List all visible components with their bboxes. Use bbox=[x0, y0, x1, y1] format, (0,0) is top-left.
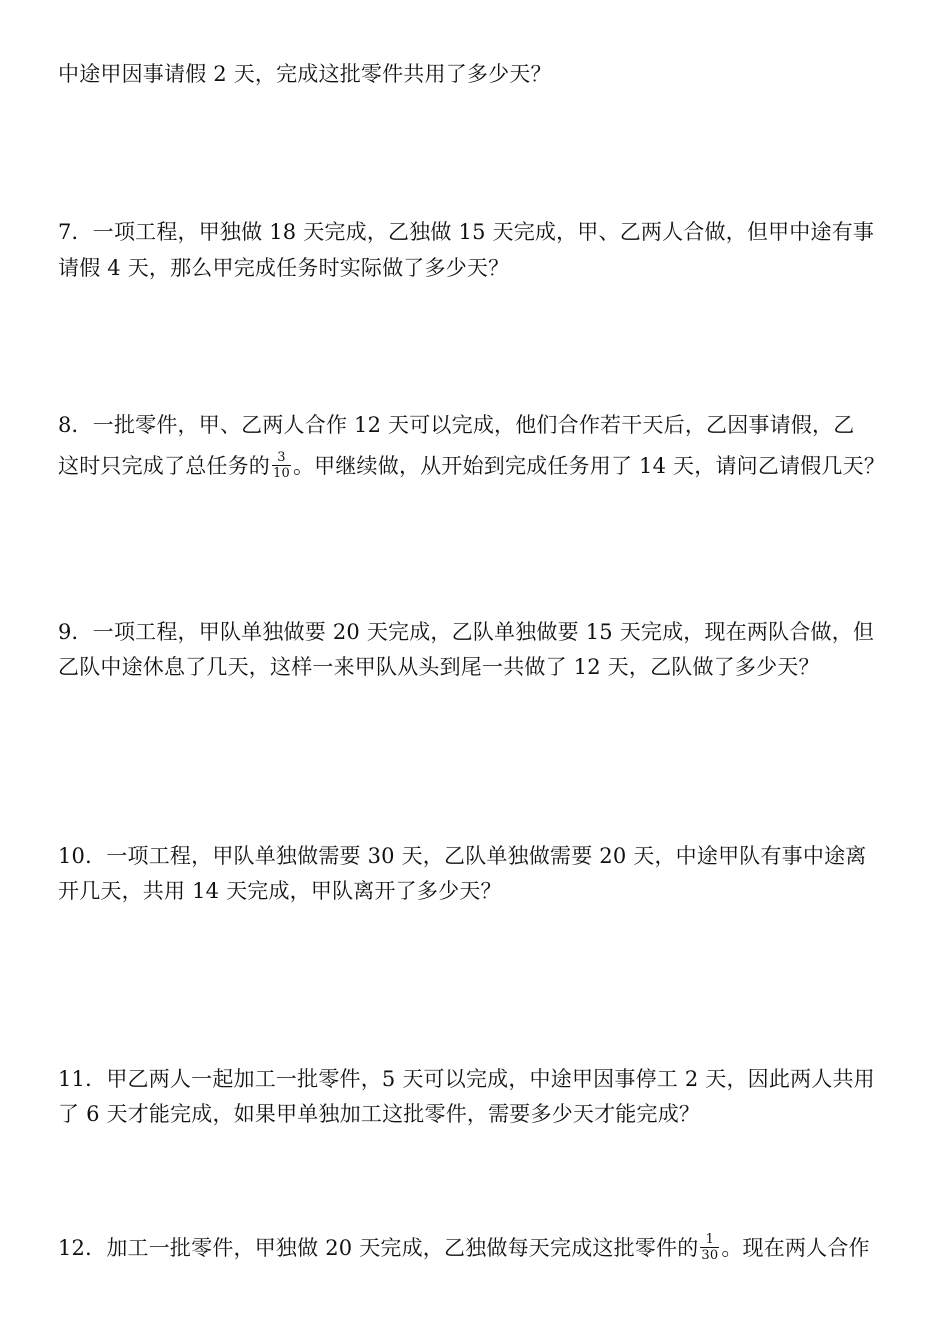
problem-11-line-1: 11．甲乙两人一起加工一批零件，5 天可以完成，中途甲因事停工 2 天，因此两人共用 bbox=[58, 1067, 875, 1091]
problem-10-line-1: 10．一项工程，甲队单独做需要 30 天，乙队单独做需要 20 天，中途甲队有事中途离 bbox=[58, 844, 867, 868]
problem-7-line-2: 请假 4 天，那么甲完成任务时实际做了多少天？ bbox=[58, 256, 510, 280]
problem-12-line-1 bbox=[58, 1234, 870, 1264]
fraction-numerator: 3 bbox=[272, 451, 291, 466]
problem-8-line-2-before: 这时只完成了总任务的 bbox=[58, 454, 270, 478]
problem-6-line-1: 中途甲因事请假 2 天，完成这批零件共用了多少天？ bbox=[58, 62, 552, 86]
fraction-denominator: 10 bbox=[273, 466, 290, 481]
problem-11-line-2: 了 6 天才能完成，如果甲单独加工这批零件，需要多少天才能完成？ bbox=[58, 1102, 701, 1126]
problem-8-line-2-after: 。甲继续做，从开始到完成任务用了 14 天，请问乙请假几天？ bbox=[292, 454, 886, 478]
fraction-numerator: 1 bbox=[700, 1233, 719, 1248]
problem-10-line-2: 开几天，共用 14 天完成，甲队离开了多少天？ bbox=[58, 879, 502, 903]
problem-8-line-1: 8．一批零件，甲、乙两人合作 12 天可以完成，他们合作若干天后，乙因事请假，乙 bbox=[58, 413, 855, 437]
fraction-denominator: 30 bbox=[701, 1248, 719, 1263]
problem-9-line-1: 9．一项工程，甲队单独做要 20 天完成，乙队单独做要 15 天完成，现在两队合做，但 bbox=[58, 620, 875, 644]
problem-12-line-1-after: 。现在两人合作 bbox=[721, 1236, 870, 1260]
problem-7-line-1: 7．一项工程，甲独做 18 天完成，乙独做 15 天完成，甲、乙两人合做，但甲中途有事 bbox=[58, 220, 875, 244]
problem-8-line-2 bbox=[58, 452, 885, 482]
problem-9-line-2: 乙队中途休息了几天，这样一来甲队从头到尾一共做了 12 天，乙队做了多少天？ bbox=[58, 655, 820, 679]
problem-12-line-1-before: 12．加工一批零件，甲独做 20 天完成，乙独做每天完成这批零件的 bbox=[58, 1236, 699, 1260]
fraction-one-thirtieth bbox=[700, 1233, 719, 1262]
fraction-three-tenths bbox=[272, 451, 291, 480]
